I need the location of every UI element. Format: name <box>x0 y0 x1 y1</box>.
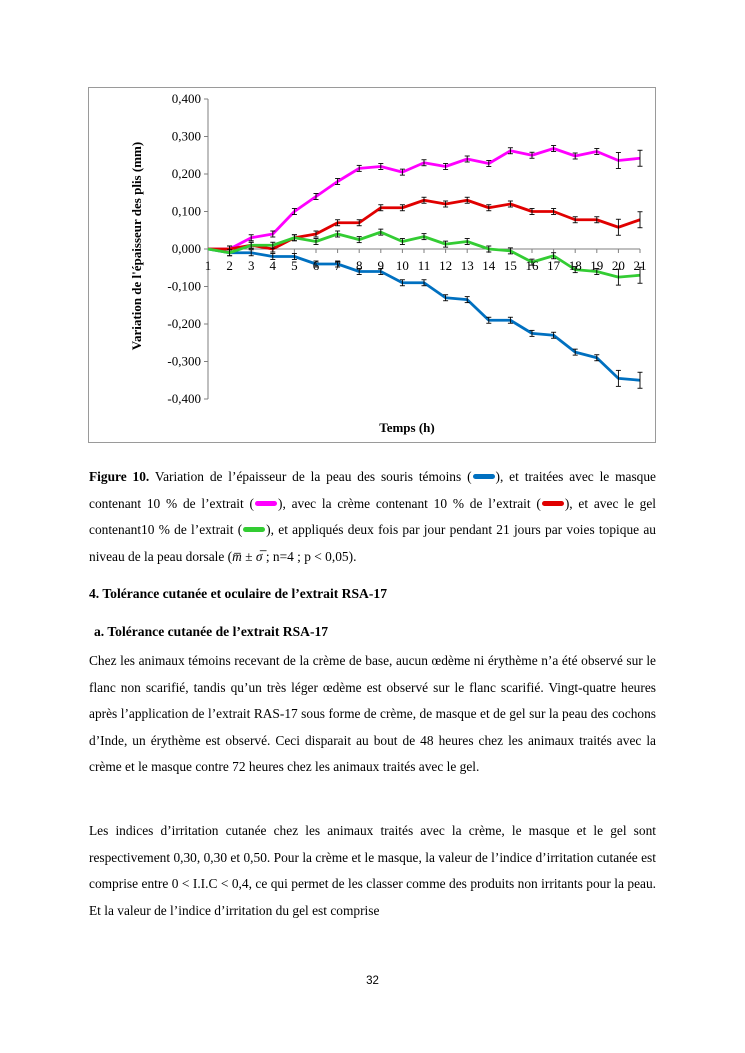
line-chart <box>89 88 655 442</box>
paragraph-1: Chez les animaux témoins recevant de la crème de base, aucun œdème ni érythème n’a été observé sur le flanc non scarifié, tandis qu’un très léger œdème est observé sur le flanc scarifié. Vingt-quatre heures après l’application de l’extrait RAS-17 sous forme de crème, de masque et de gel sur la peau des cochons d’Inde, un érythème est observé. Ceci disparait au bout de 48 heures chez les animaux traités avec la crème et le masque contre 72 heures chez les animaux traités avec le gel. <box>89 653 656 774</box>
x-tick-label: 14 <box>482 258 496 273</box>
x-tick-label: 9 <box>377 258 385 273</box>
caption-text-6: ; n=4 ; p < 0,05). <box>262 548 357 564</box>
y-tick-label: 0,400 <box>171 91 201 106</box>
x-tick-label: 13 <box>460 258 474 273</box>
x-tick-label: 18 <box>568 258 582 273</box>
figure-label: Figure 10. <box>89 469 150 484</box>
x-tick-label: 12 <box>439 258 453 273</box>
x-axis-title: Temps (h) <box>379 420 435 435</box>
y-tick-label: 0,000 <box>171 241 201 256</box>
caption-stat: m̅ ± σ̅ <box>232 548 263 564</box>
subsection-heading: a. Tolérance cutanée de l’extrait RSA-17 <box>94 624 329 639</box>
paragraph-2: Les indices d’irritation cutanée chez les animaux traités avec la crème, le masque et le gel sont respectivement 0,30, 0,30 et 0,50. Pour la crème et le masque, la valeur de l’indice d’irritation cutanée est comprise entre 0 < I.I.C < 0,4, ce qui permet de les classer comme des produits non irritants pour la peau. Et la valeur de l’indice d’irritation du gel est comprise <box>89 823 656 918</box>
x-tick-label: 17 <box>547 258 561 273</box>
legend-swatch-temoins <box>473 474 495 479</box>
page-number: 32 <box>366 975 379 987</box>
x-tick-label: 7 <box>334 258 341 273</box>
x-tick-label: 4 <box>269 258 277 273</box>
x-tick-label: 11 <box>417 258 431 273</box>
x-tick-label: 21 <box>633 258 647 273</box>
y-tick-label: -0,100 <box>167 278 201 294</box>
x-tick-label: 15 <box>503 258 517 273</box>
x-tick-label: 5 <box>291 258 298 273</box>
y-tick-label: 0,300 <box>171 128 201 144</box>
x-tick-label: 3 <box>247 258 255 273</box>
caption-text-1: Variation de l’épaisseur de la peau des souris témoins ( <box>149 469 472 484</box>
x-tick-label: 20 <box>611 258 625 273</box>
x-tick-label: 1 <box>204 258 212 273</box>
legend-swatch-gel <box>243 527 265 532</box>
legend-swatch-creme <box>542 501 564 506</box>
y-axis-title: Variation de l'épaisseur des plis (mm) <box>129 141 144 351</box>
x-tick-label: 10 <box>395 258 409 273</box>
caption-text-5: ), et appliqués deux fois par jour pendant 21 jours par voies topique au niveau de la peau dorsale ( <box>89 522 657 564</box>
x-tick-label: 16 <box>525 258 539 273</box>
caption-text-4: ), et avec le gel contenant10 % de l’extrait ( <box>89 495 656 537</box>
legend-swatch-masque <box>255 501 277 506</box>
figure-caption <box>89 464 656 570</box>
chart-frame <box>88 87 656 443</box>
caption-text-3: ), avec la crème contenant 10 % de l’extrait ( <box>278 495 541 511</box>
series-line-2 <box>208 200 640 249</box>
x-tick-label: 8 <box>355 258 363 273</box>
y-tick-label: -0,200 <box>167 316 201 331</box>
x-tick-labels <box>205 258 647 273</box>
y-tick-labels <box>167 91 201 406</box>
y-tick-label: -0,300 <box>167 353 201 369</box>
x-tick-label: 2 <box>226 258 233 273</box>
x-tick-label: 19 <box>590 258 604 273</box>
caption-text-2: ), et traitées avec le masque contenant 10 % de l’extrait ( <box>89 469 656 511</box>
section-heading: 4. Tolérance cutanée et oculaire de l’extrait RSA-17 <box>89 586 387 601</box>
y-tick-label: 0,100 <box>171 203 201 219</box>
y-tick-label: 0,200 <box>171 166 201 181</box>
y-tick-label: -0,400 <box>167 391 201 406</box>
x-tick-label: 6 <box>312 258 320 273</box>
